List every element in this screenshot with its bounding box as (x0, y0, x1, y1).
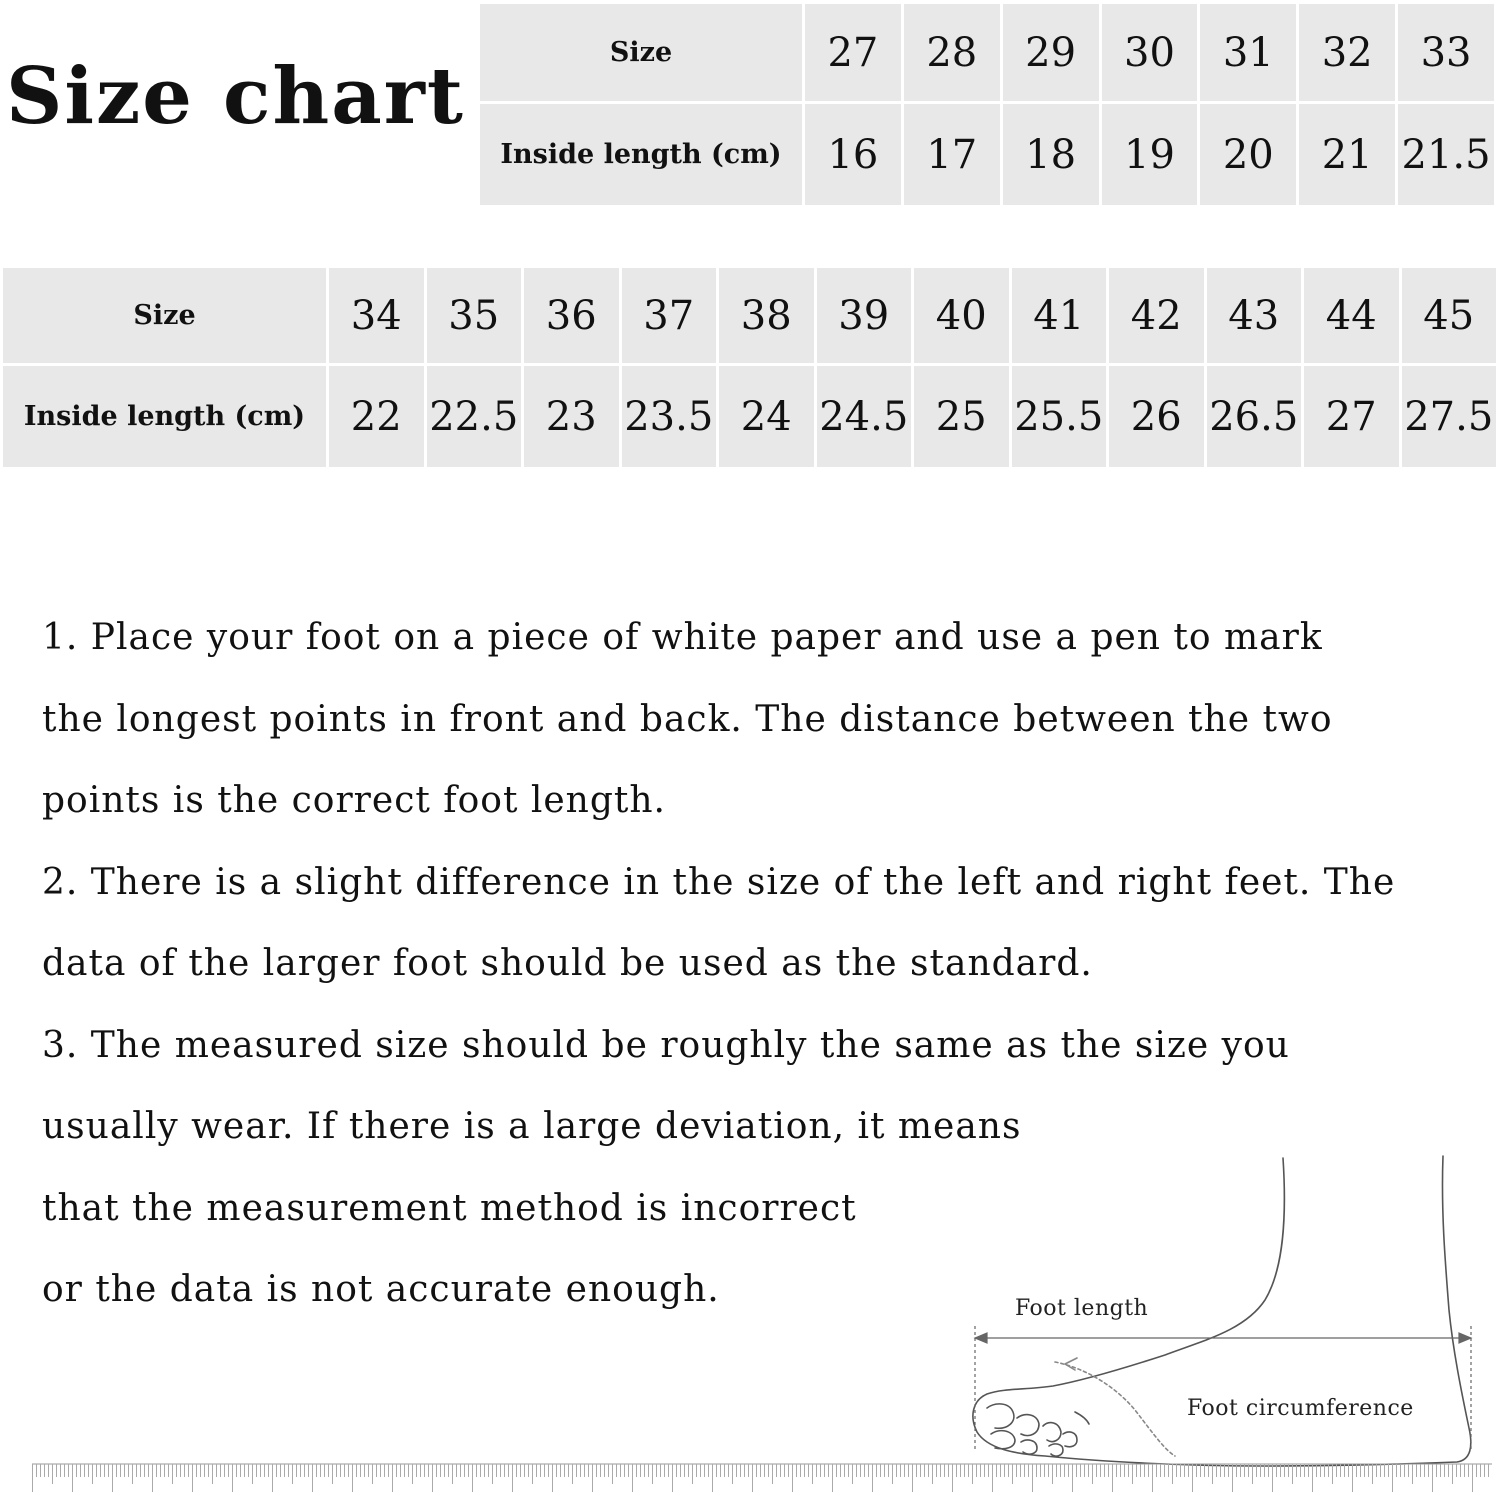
size-cell: 45 (1402, 268, 1497, 363)
length-cell: 22 (329, 366, 424, 467)
size-row-label: Size (480, 4, 802, 101)
instruction-line: that the measurement method is incorrect (42, 1187, 857, 1229)
length-cell: 26.5 (1207, 366, 1302, 467)
length-cell: 25.5 (1012, 366, 1107, 467)
length-cell: 16 (805, 104, 901, 205)
size-cell: 37 (622, 268, 717, 363)
page-title: Size chart (6, 51, 465, 142)
instruction-line: or the data is not accurate enough. (42, 1269, 720, 1310)
size-cell: 31 (1200, 4, 1296, 101)
length-cell: 20 (1200, 104, 1296, 205)
instruction-line: usually wear. If there is a large deviation, it means (42, 1106, 1022, 1147)
length-row (3, 366, 1496, 467)
length-row-label: Inside length (cm) (480, 104, 802, 205)
instruction-line: 1. Place your foot on a piece of white paper and use a pen to mark (42, 617, 1323, 658)
length-cell: 24 (719, 366, 814, 467)
size-table-large (0, 265, 1499, 470)
length-cell: 26 (1109, 366, 1204, 467)
length-cell: 25 (914, 366, 1009, 467)
size-cell: 30 (1102, 4, 1198, 101)
instruction-line: 3. The measured size should be roughly the same as the size you (42, 1024, 1290, 1066)
size-cell: 32 (1299, 4, 1395, 101)
size-row (480, 4, 1494, 101)
size-cell: 29 (1003, 4, 1099, 101)
size-cell: 44 (1304, 268, 1399, 363)
size-cell: 42 (1109, 268, 1204, 363)
length-cell: 23 (524, 366, 619, 467)
size-cell: 33 (1398, 4, 1494, 101)
ruler-graphic (32, 1462, 1492, 1496)
foot-length-label: Foot length (1015, 1296, 1149, 1321)
size-cell: 28 (904, 4, 1000, 101)
length-cell: 27.5 (1402, 366, 1497, 467)
length-cell: 21 (1299, 104, 1395, 205)
length-row (480, 104, 1494, 205)
size-cell: 36 (524, 268, 619, 363)
size-cell: 41 (1012, 268, 1107, 363)
length-cell: 21.5 (1398, 104, 1494, 205)
size-cell: 40 (914, 268, 1009, 363)
instruction-line: 2. There is a slight difference in the size of the left and right feet. The (42, 861, 1396, 903)
size-cell: 38 (719, 268, 814, 363)
size-cell: 39 (817, 268, 912, 363)
length-cell: 27 (1304, 366, 1399, 467)
length-cell: 24.5 (817, 366, 912, 467)
size-row-label: Size (3, 268, 326, 363)
size-cell: 27 (805, 4, 901, 101)
length-row-label: Inside length (cm) (3, 366, 326, 467)
length-cell: 23.5 (622, 366, 717, 467)
length-cell: 22.5 (427, 366, 522, 467)
instruction-line: the longest points in front and back. The distance between the two (42, 698, 1333, 740)
length-cell: 19 (1102, 104, 1198, 205)
foot-illustration (965, 1150, 1485, 1470)
length-cell: 17 (904, 104, 1000, 205)
instruction-line: points is the correct foot length. (42, 780, 666, 821)
size-table-small (477, 1, 1497, 208)
size-cell: 43 (1207, 268, 1302, 363)
length-cell: 18 (1003, 104, 1099, 205)
foot-circumference-label: Foot circumference (1187, 1396, 1414, 1421)
size-row (3, 268, 1496, 363)
size-cell: 34 (329, 268, 424, 363)
size-cell: 35 (427, 268, 522, 363)
instruction-line: data of the larger foot should be used as the standard. (42, 943, 1093, 984)
